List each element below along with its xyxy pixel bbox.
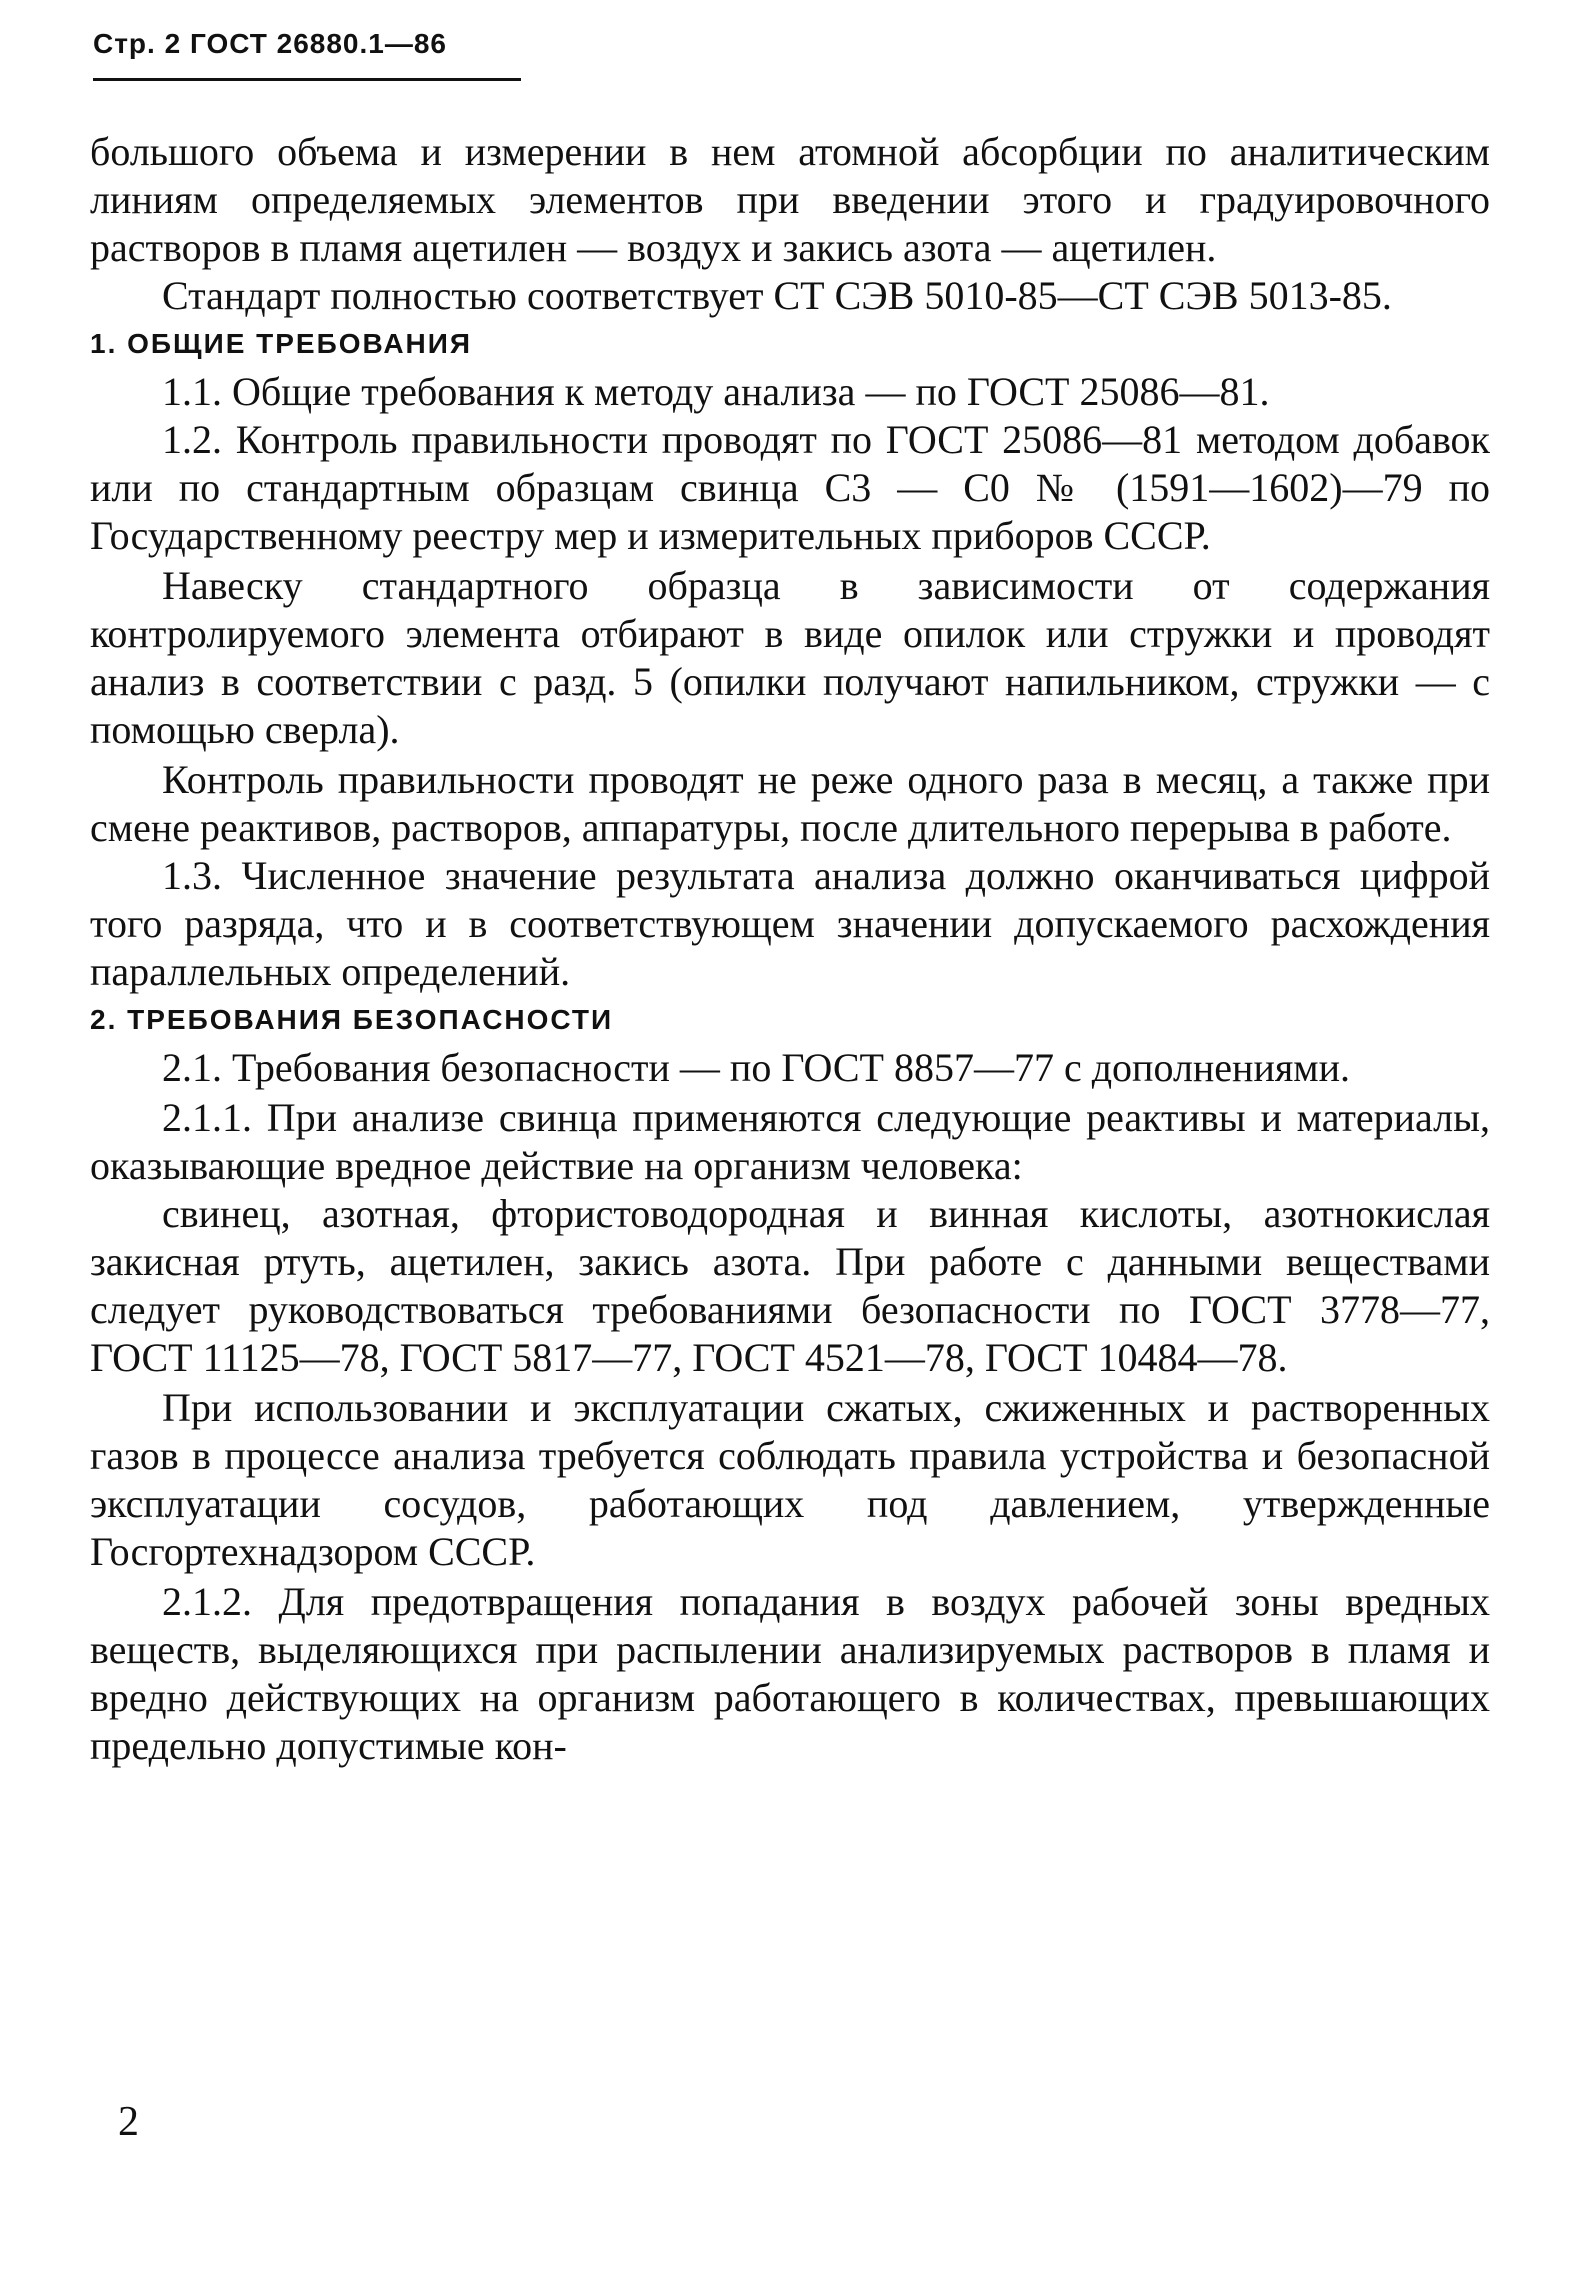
intro-paragraph-standard: Стандарт полностью соответствует СТ СЭВ 5010-85—СТ СЭВ 5013-85. [162, 273, 1392, 318]
clause-1-1: 1.1. Общие требования к методу анализа — по ГОСТ 25086—81. [162, 369, 1270, 414]
section-heading-safety: 2. ТРЕБОВАНИЯ БЕЗОПАСНОСТИ [90, 1004, 614, 1035]
running-header: Стр. 2 ГОСТ 26880.1—86 [93, 28, 447, 59]
section-heading-general: 1. ОБЩИЕ ТРЕБОВАНИЯ [90, 328, 473, 359]
clause-2-1-1: 2.1.1. При анализе свинца применяются следующие реактивы и материалы, оказывающие вредное действие на организм человека: [90, 1095, 1490, 1188]
intro-paragraph-continued: большого объема и измерении в нем атомной абсорбции по аналитическим линиям определяемых элементов при введении этого и градуировочного растворов в пламя ацетилен — воздух и закись азота — ацетилен. [90, 129, 1490, 270]
clause-2-1-1-substances: свинец, азотная, фтористоводородная и винная кислоты, азотнокислая закисная ртуть, ацетилен, закись азота. При работе с данными веществами следует руководствоваться требованиями безопасности по ГОСТ 3778—77, ГОСТ 11125—78, ГОСТ 5817—77, ГОСТ 4521—78, ГОСТ 10484—78. [90, 1191, 1490, 1380]
clause-2-1-2: 2.1.2. Для предотвращения попадания в воздух рабочей зоны вредных веществ, выделяющихся при распылении анализируемых растворов в пламя и вредно действующих на организм работающего в количествах, превышающих предельно допустимые кон- [90, 1579, 1490, 1768]
page-number: 2 [118, 2099, 139, 2145]
clause-2-1: 2.1. Требования безопасности — по ГОСТ 8857—77 с дополнениями. [162, 1045, 1350, 1090]
document-body [90, 128, 1490, 1770]
clause-1-2: 1.2. Контроль правильности проводят по ГОСТ 25086—81 методом добавок или по стандартным образцам свинца С3 — С0 № (1591—1602)—79 по Государственному реестру мер и измерительных приборов СССР. [90, 417, 1490, 558]
clause-1-2-frequency: Контроль правильности проводят не реже одного раза в месяц, а также при смене реактивов, растворов, аппаратуры, после длительного перерыва в работе. [90, 757, 1490, 850]
header-rule [93, 78, 521, 81]
clause-2-1-1-gases: При использовании и эксплуатации сжатых, сжиженных и растворенных газов в процессе анализа требуется соблюдать правила устройства и безопасной эксплуатации сосудов, работающих под давлением, утвержденные Госгортехнадзором СССР. [90, 1385, 1490, 1574]
clause-1-2-sample: Навеску стандартного образца в зависимости от содержания контролируемого элемента отбирают в виде опилок или стружки и проводят анализ в соответствии с разд. 5 (опилки получают напильником, стружки — с помощью сверла). [90, 563, 1490, 752]
clause-1-3: 1.3. Численное значение результата анализа должно оканчиваться цифрой того разряда, что и в соответствующем значении допускаемого расхождения параллельных определений. [90, 853, 1490, 994]
